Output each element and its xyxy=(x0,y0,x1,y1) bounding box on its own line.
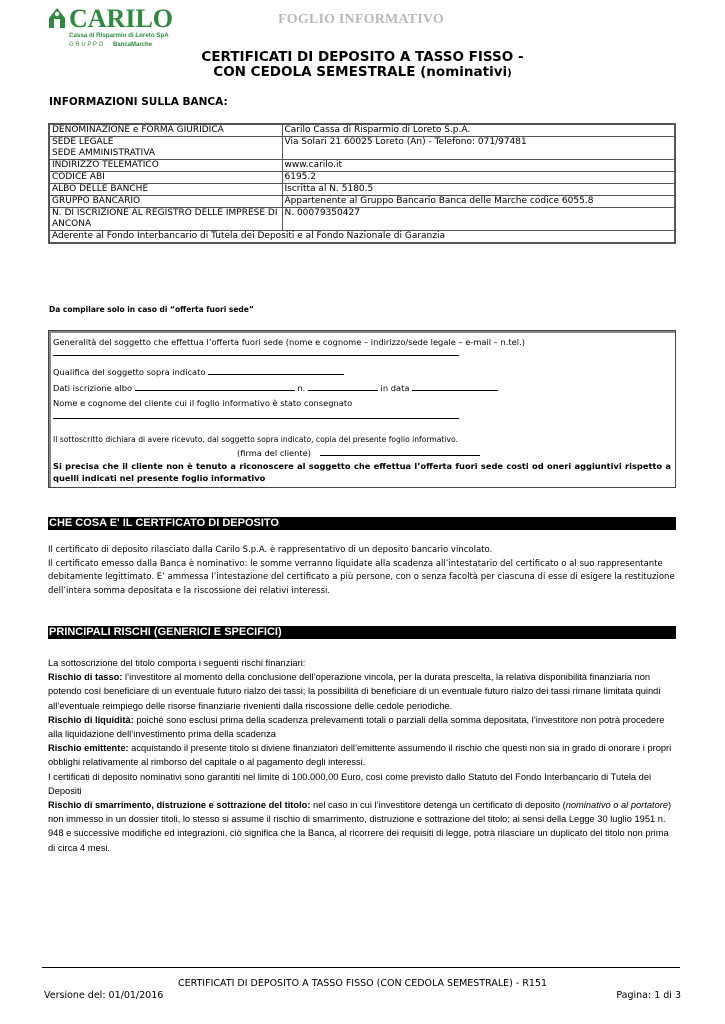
dati-albo-line[interactable] xyxy=(135,383,295,391)
bank-info-value: 6195.2 xyxy=(282,172,675,184)
bank-info-value: N. 00079350427 xyxy=(282,208,675,231)
bank-info-row xyxy=(49,196,675,208)
bank-info-row xyxy=(49,172,675,184)
numero-label: n. xyxy=(297,383,306,393)
document-title xyxy=(0,50,725,81)
generalita-label: Generalità del soggetto che effettua l’offerta fuori sede (nome e cognome – indirizzo/sede legale – e-mail – n.tel.) xyxy=(53,337,525,347)
logo-gruppo: G R U P P O xyxy=(69,42,104,48)
certificato-p2: Il certificato emesso dalla Banca è nominativo: le somme verranno liquidate alla scadenza all’intestatario del certificato o al suo rappresentante debitamente legittimato. E’ ammessa l’intestazione del certificato a più persone, con o senza facoltà per ciascuna di esse di esigere la restituzione dell’intera somma depositata e la riscossione dei relativi interessi. xyxy=(48,558,675,596)
bank-info-value: Iscritta al N. 5180.5 xyxy=(282,184,675,196)
foglio-informativo-label: FOGLIO INFORMATIVO xyxy=(278,12,445,27)
rischio-tasso: Rischio di tasso: l’investitore al momento della conclusione dell’operazione vincola, per la durata prescelta, la relativa disponibilità finanziaria non potendo così beneficiare di un eventuale futuro rialzo dei tassi; la possibilità di beneficiare di un eventuale futuro rialzo dei tassi rimane limitata quindi all’eventuale reimpiego delle risorse finanziarie rivenienti dalla riscossione delle cedole periodiche. xyxy=(48,672,661,711)
qualifica-line[interactable] xyxy=(208,367,344,375)
dichiarazione-text: Il sottoscritto dichiara di avere ricevuto, dal soggetto sopra indicato, copia del presente foglio informativo. xyxy=(53,435,458,444)
bank-info-heading: INFORMAZIONI SULLA BANCA: xyxy=(49,96,228,108)
generalita-line[interactable] xyxy=(53,348,459,356)
numero-line[interactable] xyxy=(308,383,378,391)
bank-info-row xyxy=(49,137,675,160)
bank-info-key: DENOMINAZIONE e FORMA GIURIDICA xyxy=(49,124,282,137)
precisazione-costi: Si precisa che il cliente non è tenuto a riconoscere al soggetto che effettua l’offerta fuori sede costi od oneri aggiuntivi rispetto a quelli indicati nel presente foglio informativo xyxy=(53,461,671,483)
title-line1: CERTIFICATI DI DEPOSITO A TASSO FISSO - xyxy=(201,49,524,65)
offerta-fuori-sede-box xyxy=(48,330,676,488)
bank-info-value: Appartenente al Gruppo Bancario Banca delle Marche codice 6055.8 xyxy=(282,196,675,208)
in-data-line[interactable] xyxy=(412,383,498,391)
rischio-emittente: Rischio emittente: acquistando il presente titolo si diviene finanziatori dell’emittente assumendo il rischio che questi non sia in grado di onorare i propri obblighi relativamente al rimborso del capitale o al pagamento degli interessi. xyxy=(48,743,672,768)
footer-divider xyxy=(42,967,680,968)
rischi-intro: La sottoscrizione del titolo comporta i seguenti rischi finanziari: xyxy=(48,658,306,668)
offerta-fuori-sede-note: Da compilare solo in caso di “offerta fuori sede” xyxy=(49,305,254,314)
nome-cliente-label: Nome e cognome del cliente cui il foglio informativo è stato consegnato xyxy=(53,398,353,408)
footer-title: CERTIFICATI DI DEPOSITO A TASSO FISSO (CON CEDOLA SEMESTRALE) - R151 xyxy=(177,978,548,989)
bank-info-row xyxy=(49,160,675,172)
qualifica-label: Qualifica del soggetto sopra indicato xyxy=(53,367,206,377)
bank-info-row xyxy=(49,124,675,137)
bank-info-key: SEDE LEGALE SEDE AMMINISTRATIVA xyxy=(49,137,282,160)
nome-cliente-line[interactable] xyxy=(53,411,459,419)
in-data-label: in data xyxy=(380,383,410,393)
section-certificato-body xyxy=(48,544,678,598)
bank-info-value: Carilo Cassa di Risparmio di Loreto S.p.A. xyxy=(282,124,675,137)
bank-info-key: INDIRIZZO TELEMATICO xyxy=(49,160,282,172)
bank-info-key: N. DI ISCRIZIONE AL REGISTRO DELLE IMPRESE DI ANCONA xyxy=(49,208,282,231)
firma-label: (firma del cliente) xyxy=(237,448,311,458)
footer-version: Versione del: 01/01/2016 xyxy=(44,990,164,1001)
firma-line[interactable] xyxy=(320,448,480,456)
carilo-logo xyxy=(47,4,197,50)
bank-info-value: Via Solari 21 60025 Loreto (An) - Telefono: 071/97481 xyxy=(282,137,675,160)
title-line2: CON CEDOLA SEMESTRALE (nominativi) xyxy=(213,64,512,80)
certificato-p1: Il certificato di deposito rilasciato dalla Carilo S.p.A. è rappresentativo di un deposito bancario vincolato. xyxy=(48,545,493,555)
logo-bancamarche: BancaMarche xyxy=(113,42,153,48)
rischio-liquidita: Rischio di liquidità: poiché sono esclusi prima della scadenza prelevamenti totali o parziali della somma depositata, l’investitore non potrà procedere alla liquidazione dell’investimento prima della scadenza xyxy=(48,714,665,740)
bank-info-row xyxy=(49,208,675,231)
bank-info-key: CODICE ABI xyxy=(49,172,282,184)
bank-info-footer-cell: Aderente al Fondo Interbancario di Tutela dei Depositi e al Fondo Nazionale di Garanzia xyxy=(49,231,675,244)
bank-info-key: ALBO DELLE BANCHE xyxy=(49,184,282,196)
section-certificato-heading: CHE COSA E' IL CERTFICATO DI DEPOSITO xyxy=(48,517,676,530)
bank-info-footer-row xyxy=(49,231,675,244)
section-rischi-heading: PRINCIPALI RISCHI (GENERICI E SPECIFICI) xyxy=(48,626,676,639)
bank-info-key: GRUPPO BANCARIO xyxy=(49,196,282,208)
garanzia-fondo: I certificati di deposito nominativi sono garantiti nel limite di 100.000,00 Euro, così come previsto dallo Statuto del Fondo Interbancario di Tutela dei Depositi xyxy=(48,771,652,796)
footer-page-number: Pagina: 1 di 3 xyxy=(616,990,681,1001)
section-rischi-body xyxy=(48,656,678,855)
logo-subtitle: Cassa di Risparmio di Loreto SpA xyxy=(69,32,169,39)
bank-info-row xyxy=(49,184,675,196)
dati-albo-label: Dati iscrizione albo xyxy=(53,383,133,393)
rischio-smarrimento: Rischio di smarrimento, distruzione e sottrazione del titolo: nel caso in cui l’investitore detenga un certificato di deposito (nominativo o al portatore) non immesso in un dossier titoli, lo stesso si assume il rischio di smarrimento, distruzione e sottrazione del titolo; ai sensi della Legge 30 luglio 1951 n. 948 e successive modifiche ed integrazioni, ciò significa che la Banca, al ricorrere dei requisiti di legge, potrà rilasciare un duplicato del titolo non prima di circa 4 mesi. xyxy=(48,800,672,853)
logo-wordmark: CARILO xyxy=(69,4,174,33)
bank-info-table xyxy=(48,123,676,244)
bank-info-value: www.carilo.it xyxy=(282,160,675,172)
